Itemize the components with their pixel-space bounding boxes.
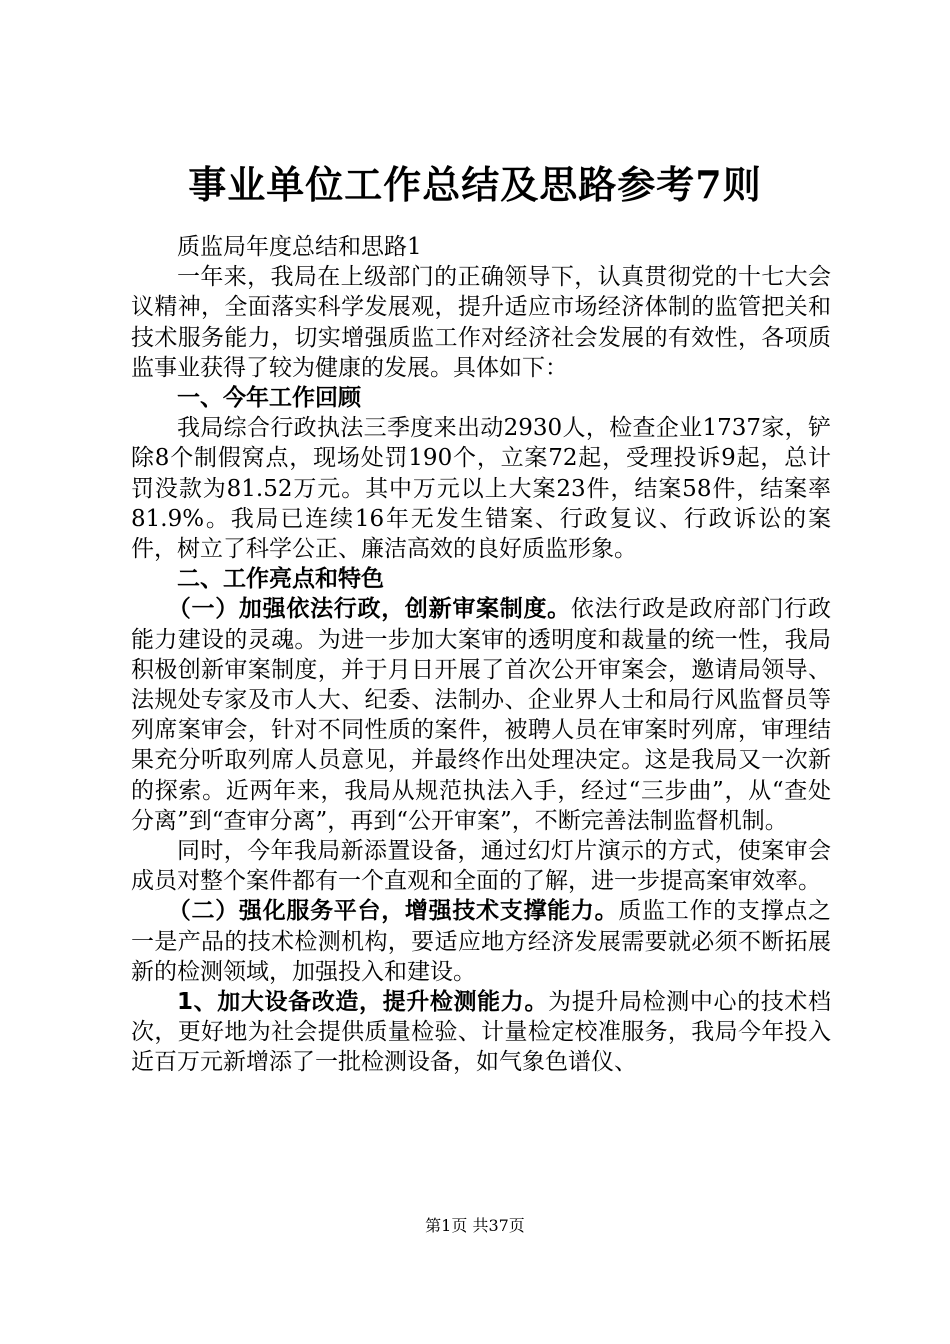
highlight-1-paragraph [131, 594, 831, 836]
item-1-lead: 1、加大设备改造，提升检测能力。 [177, 989, 549, 1016]
heading-review: 一、今年工作回顾 [177, 385, 361, 412]
document-body [131, 232, 831, 1078]
highlight-2-paragraph [131, 896, 831, 987]
highlight-1-lead: （一）加强依法行政，创新审案制度。 [167, 596, 571, 623]
page-footer: 第1页 共37页 [425, 1216, 525, 1235]
item-1-paragraph [131, 987, 831, 1078]
highlight-2-lead: （二）强化服务平台，增强技术支撑能力。 [167, 898, 619, 925]
equipment-paragraph: 同时，今年我局新添置设备，通过幻灯片演示的方式，使案审会成员对整个案件都有一个直观和全面的了解，进一步提高案审效率。 [131, 838, 831, 895]
review-paragraph: 我局综合行政执法三季度来出动2930人，检查企业1737家，铲除8个制假窝点，现场处罚190个，立案72起，受理投诉9起，总计罚没款为81.52万元。其中万元以上大案23件，结案58件，结案率81.9%。我局已连续16年无发生错案、行政复议、行政诉讼的案件，树立了科学公正、廉洁高效的良好质监形象。 [131, 415, 831, 563]
intro-paragraph: 一年来，我局在上级部门的正确领导下，认真贯彻党的十七大会议精神，全面落实科学发展观，提升适应市场经济体制的监管把关和技术服务能力，切实增强质监工作对经济社会发展的有效性，各项质监事业获得了较为健康的发展。具体如下： [131, 264, 831, 381]
document-title: 事业单位工作总结及思路参考7则 [188, 162, 762, 207]
highlight-1-text: 依法行政是政府部门行政能力建设的灵魂。为进一步加大案审的透明度和裁量的统一性，我局积极创新审案制度，并于月日开展了首次公开审案会，邀请局领导、法规处专家及市人大、纪委、法制办、企业界人士和局行风监督员等列席案审会，针对不同性质的案件，被聘人员在审案时列席，审理结果充分听取列席人员意见，并最终作出处理决定。这是我局又一次新的探索。近两年来，我局从规范执法入手，经过“三步曲”，从“查处分离”到“查审分离”，再到“公开审案”，不断完善法制监督机制。 [131, 596, 832, 834]
item-1-text: 为提升局检测中心的技术档次，更好地为社会提供质量检验、计量检定校准服务，我局今年投入近百万元新增添了一批检测设备，如气象色谱仪、 [131, 989, 831, 1076]
section-subtitle: 质监局年度总结和思路1 [177, 234, 422, 260]
highlight-2-text: 质监工作的支撑点之一是产品的技术检测机构，要适应地方经济发展需要就必须不断拓展新的检测领域，加强投入和建设。 [131, 898, 832, 985]
heading-highlights: 二、工作亮点和特色 [177, 566, 384, 593]
